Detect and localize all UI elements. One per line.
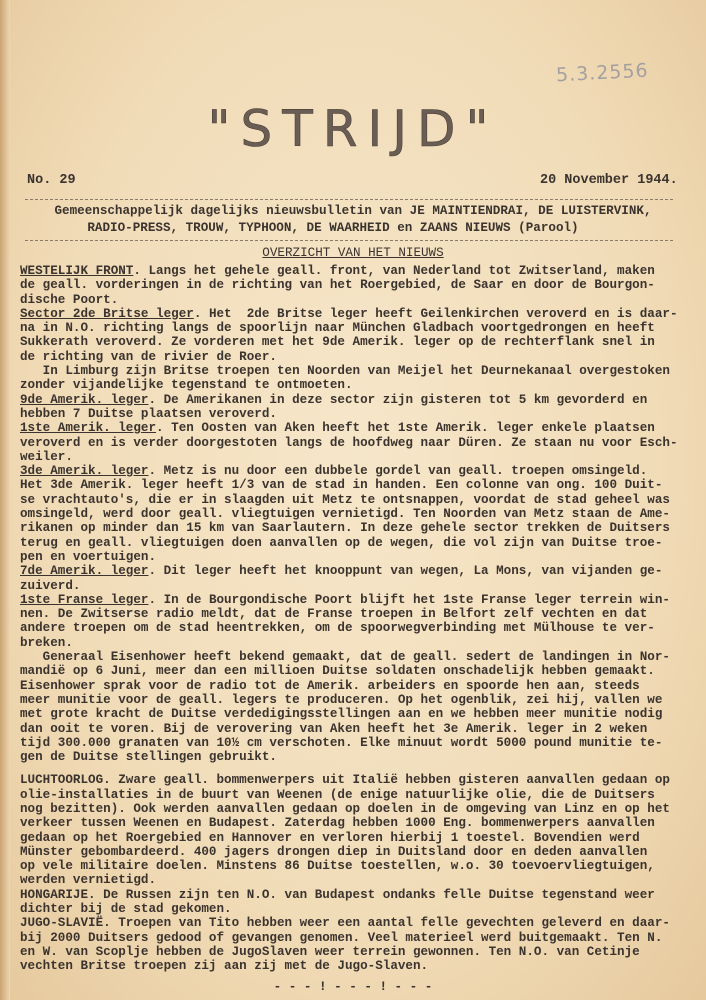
text-line [20,264,690,278]
line-text: veroverd en is verder doorgestoten langs de hoofdweg naar Düren. Ze staan nu voor Esch- [20,435,678,450]
text-line [20,736,690,750]
text-line [20,350,690,364]
text-line [20,464,690,478]
divider [25,240,673,241]
line-text: In Limburg zijn Britse troepen ten Noorden van Meijel het Deurnekanaal overgestoken [20,364,670,379]
line-text: LUCHTOORLOG. Zware geall. bommenwerpers uit Italië hebben gisteren aanvallen gedaan op [20,773,670,788]
line-text: . Langs het gehele geall. front, van Nederland tot Zwitserland, maken [133,264,655,278]
section-heading: Sector 2de Britse leger [20,306,194,321]
line-text: andere troepen om de stad heentrekken, om de spoorwegverbinding met Mülhouse te ver- [20,621,655,636]
paragraph-gap [20,764,690,773]
text-line [20,888,690,902]
text-line [20,916,690,930]
text-line [20,321,690,335]
text-line [20,650,690,664]
line-text: zonder vijandelijke tegenstand te ontmoeten. [20,378,353,393]
section-heading: WESTELIJK FRONT [20,264,134,278]
text-line [20,607,690,621]
subtitle-line-1: Gemeenschappelijk dagelijks nieuwsbulletin van JE MAINTIENDRAI, DE LUISTERVINK, [54,204,652,218]
line-text: hebben 7 Duitse plaatsen veroverd. [20,406,277,421]
text-line [20,750,690,764]
archive-number: 5.3.2556 [555,59,650,87]
line-text: pen en voertuigen. [20,549,157,564]
line-text: de geall. vorderingen in de richting van het Roergebied, de Saar en door de Bourgon- [20,278,655,293]
line-text: . In de Bourgondische Poort blijft het 1ste Franse leger terrein win- [148,592,670,607]
line-text: . Metz is nu door een dubbele gordel van geall. troepen omsingeld. [148,464,648,479]
line-text: . Het 2de Britse leger heeft Geilenkirchen veroverd en is daar- [193,306,678,321]
line-text: nog bezitten). Ook werden aanvallen gedaan op doelen in de omgeving van Linz en op het [20,801,670,816]
line-text: verkeer tussen Weenen en Budapest. Zaterdag hebben 1000 Eng. bommenwerpers aanvallen [20,816,655,831]
section-heading: 9de Amerik. leger [20,392,149,407]
line-text: JUGO-SLAVIË. Troepen van Tito hebben weer een aantal felle gevechten geleverd en daar- [20,916,670,931]
text-line [20,636,690,650]
text-line [20,859,690,873]
line-text: zuiverd. [20,578,81,593]
text-line [20,707,690,721]
line-text: gen de Duitse stellingen gebruikt. [20,750,277,765]
subtitle-line-2: RADIO-PRESS, TROUW, TYPHOON, DE WAARHEID en ZAANS NIEUWS (Parool) [87,221,579,235]
line-text: dische Poort. [20,292,119,307]
divider [25,199,673,200]
line-text: terug en geall. vliegtuigen doen aanvallen op de wegen, die vol zijn van Duitse troe- [20,535,663,550]
masthead-title: "STRIJD" [207,100,499,158]
line-text: gedaan op het Roergebied en Hannover en verloren hierbij 1 toestel. Bovendien werd [20,830,640,845]
line-text: weiler. [20,449,73,464]
text-line [20,679,690,693]
text-line [20,450,690,464]
text-line [20,902,690,916]
text-line [20,421,690,435]
text-line [20,816,690,830]
line-text: . Ten Oosten van Aken heeft het 1ste Amerik. leger enkele plaatsen [156,421,655,436]
text-line [20,507,690,521]
line-text: breken. [20,635,73,650]
line-text: met grote kracht de Duitse verdedigingsstellingen aan en we hebben meer munitie nodig [20,707,663,722]
line-text: dan ooit te voren. Bij de verovering van Aken heeft het 3e Amerik. leger in 2 weken [20,721,648,736]
text-line [20,945,690,959]
text-line [20,407,690,421]
section-heading: 7de Amerik. leger [20,564,149,579]
line-text: vechten Britse troepen zij aan zij met de Jugo-Slaven. [20,959,429,974]
text-line [20,564,690,578]
text-line [20,278,690,292]
overview-heading-text: OVERZICHT VAN HET NIEUWS [262,246,444,260]
line-text: mandië op 6 Juni, meer dan een millioen Duitse soldaten onschadelijk hebben gemaakt. [20,664,655,679]
line-text: HONGARIJE. De Russen zijn ten N.O. van Budapest ondanks felle Duitse tegenstand weer [20,887,655,902]
line-text: Münster gebombardeerd. 400 jagers drongen diep in Duitsland door en deden aanvallen [20,844,648,859]
issue-date: 20 November 1944. [540,173,678,188]
text-line [20,378,690,392]
text-line [20,393,690,407]
text-line [20,536,690,550]
text-line [20,788,690,802]
text-line [20,593,690,607]
line-text: rikanen op minder dan 15 km van Saarlautern. In deze gehele sector trekken de Duitsers [20,521,670,536]
text-line [20,831,690,845]
line-text: de richting van de rivier de Roer. [20,349,277,364]
line-text: . Dit leger heeft het knooppunt van wegen, La Mons, van vijanden ge- [148,564,663,579]
line-text: tijd 300.000 granaten van 10½ cm verschoten. Elke minuut wordt 5000 pound munitie te- [20,735,663,750]
text-line [20,873,690,887]
text-line [20,364,690,378]
line-text: omsingeld, werd door geall. vliegtuigen vernietigd. Ten Noorden van Metz staan de Ame- [20,507,670,522]
line-text: olie-installaties in de buurt van Weenen (de enige natuurlijke olie, die de Duitsers [20,787,655,802]
line-text: . De Amerikanen in deze sector zijn gisteren tot 5 km gevorderd en [148,392,648,407]
text-line [20,931,690,945]
text-line [20,773,690,787]
text-line [20,802,690,816]
line-text: werden vernietigd. [20,873,157,888]
text-line [20,579,690,593]
issue-number: No. 29 [27,173,76,188]
text-line [20,493,690,507]
text-line [20,293,690,307]
text-line [20,664,690,678]
text-line [20,621,690,635]
text-line [20,722,690,736]
line-text: en W. van Scoplje hebben de JugoSlaven weer terrein gewonnen. Ten N.O. van Cetinje [20,944,640,959]
bulletin-body [20,264,690,974]
text-line [20,550,690,564]
line-text: meer munitie voor de geall. legers te produceren. Op het ogenblik, zei hij, vallen we [20,692,663,707]
section-heading: 1ste Franse leger [20,592,149,607]
text-line [20,307,690,321]
overview-heading [0,245,706,261]
end-marker: - - - ! - - - ! - - - [273,980,433,994]
line-text: Het 3de Amerik. leger heeft 1/3 van de stad in handen. Een colonne van ong. 100 Duit- [20,478,663,493]
line-text: nen. De Zwitserse radio meldt, dat de Franse troepen in Belfort zelf vechten en dat [20,607,648,622]
text-line [20,959,690,973]
text-line [20,436,690,450]
line-text: Sukkerath veroverd. Ze vorderen met het 9de Amerik. leger op de rechterflank snel in [20,335,655,350]
text-line [20,478,690,492]
line-text: Eisenhower sprak voor de radio tot de Amerik. arbeiders en spoorde hen aan, steeds [20,678,640,693]
line-text: bij 2000 Duitsers gedood of gevangen genomen. Veel materieel werd buitgemaakt. Ten N. [20,930,663,945]
section-heading: 3de Amerik. leger [20,464,149,479]
line-text: se vrachtauto's, die er in slaagden uit Metz te ontsnappen, voordat de stad geheel was [20,492,670,507]
line-text: op vele militaire doelen. Minstens 86 Duitse toestellen, w.o. 30 toevoervliegtuigen, [20,859,655,874]
line-text: dichter bij de stad gekomen. [20,902,232,917]
text-line [20,693,690,707]
text-line [20,845,690,859]
text-line [20,521,690,535]
text-line [20,335,690,349]
line-text: Generaal Eisenhower heeft bekend gemaakt, dat de geall. sedert de landingen in Nor- [20,650,670,665]
section-heading: 1ste Amerik. leger [20,421,157,436]
line-text: na in N.O. richting langs de spoorlijn naar München Gladbach voortgedrongen en heeft [20,321,655,336]
